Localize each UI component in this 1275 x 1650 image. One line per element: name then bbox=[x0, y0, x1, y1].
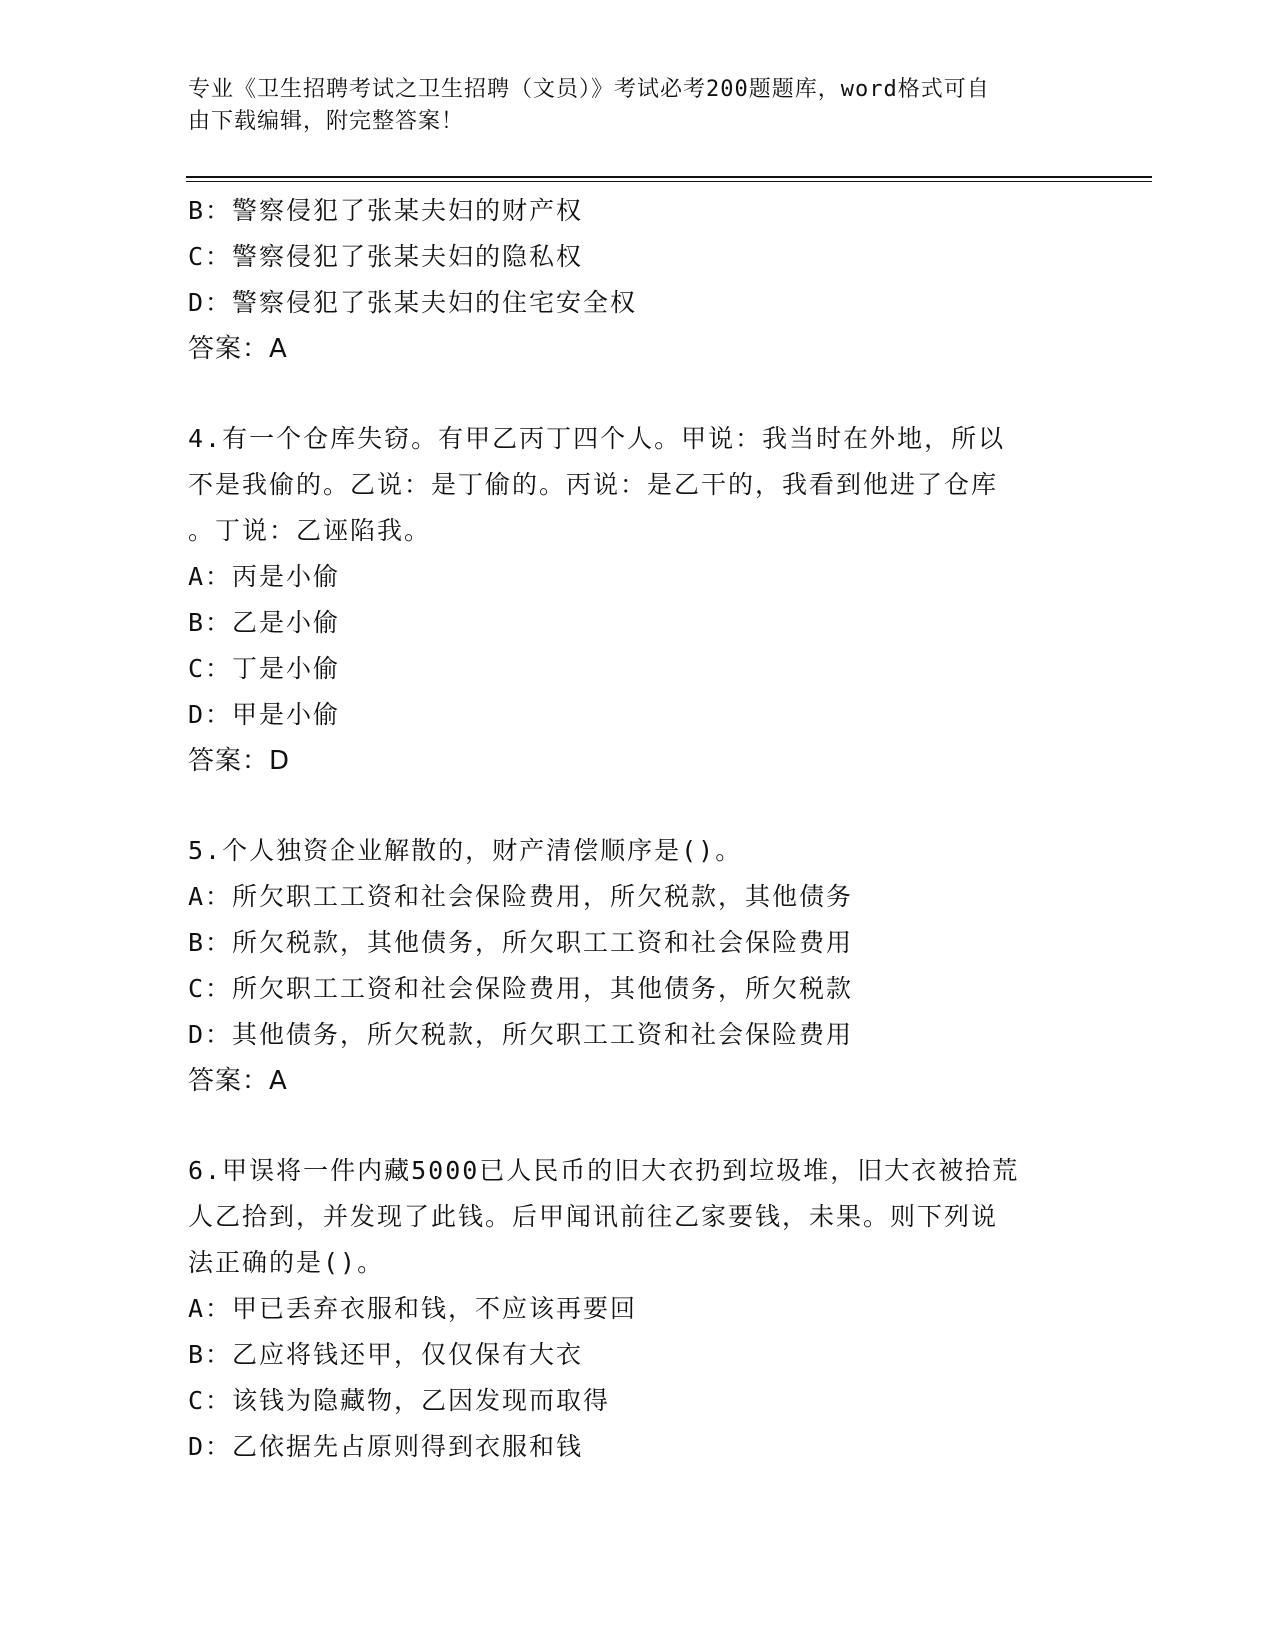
q5-stem-line-1: 5.个人独资企业解散的，财产清偿顺序是()。 bbox=[188, 836, 743, 865]
q5-answer: 答案：A bbox=[188, 1066, 288, 1096]
spacer bbox=[188, 1104, 1088, 1148]
q6-option-c: C：该钱为隐藏物，乙因发现而取得 bbox=[188, 1386, 611, 1415]
q5-option-b: B：所欠税款，其他债务，所欠职工工资和社会保险费用 bbox=[188, 928, 854, 957]
question-4 bbox=[188, 416, 1088, 784]
q4-option-a: A：丙是小偷 bbox=[188, 562, 341, 591]
q6-stem-line-1: 6.甲误将一件内藏5000已人民币的旧大衣扔到垃圾堆，旧大衣被拾荒 bbox=[188, 1156, 1020, 1185]
spacer bbox=[188, 372, 1088, 416]
header-line-1: 专业《卫生招聘考试之卫生招聘（文员）》考试必考200题题库，word格式可自 bbox=[188, 77, 990, 102]
q3-option-d: D：警察侵犯了张某夫妇的住宅安全权 bbox=[188, 288, 638, 317]
q6-option-a: A：甲已丢弃衣服和钱，不应该再要回 bbox=[188, 1294, 638, 1323]
q4-option-d: D：甲是小偷 bbox=[188, 700, 341, 729]
q4-option-c: C：丁是小偷 bbox=[188, 654, 341, 683]
question-5 bbox=[188, 828, 1088, 1104]
q6-stem-line-2: 人乙拾到，并发现了此钱。后甲闻讯前往乙家要钱，未果。则下列说 bbox=[188, 1202, 999, 1231]
header-rule-thin bbox=[186, 181, 1152, 182]
spacer bbox=[188, 784, 1088, 828]
q5-option-a: A：所欠职工工资和社会保险费用，所欠税款，其他债务 bbox=[188, 882, 854, 911]
q4-answer: 答案：D bbox=[188, 746, 291, 776]
question-list bbox=[188, 188, 1088, 1470]
q4-stem-line-2: 不是我偷的。乙说：是丁偷的。丙说：是乙干的，我看到他进了仓库 bbox=[188, 470, 999, 499]
q5-option-c: C：所欠职工工资和社会保险费用，其他债务，所欠税款 bbox=[188, 974, 854, 1003]
q3-answer: 答案：A bbox=[188, 334, 288, 364]
q3-option-b: B：警察侵犯了张某夫妇的财产权 bbox=[188, 196, 584, 225]
header-rule-thick bbox=[186, 176, 1152, 178]
q5-option-d: D：其他债务，所欠税款，所欠职工工资和社会保险费用 bbox=[188, 1020, 854, 1049]
q6-option-d: D：乙依据先占原则得到衣服和钱 bbox=[188, 1432, 584, 1461]
q3-option-c: C：警察侵犯了张某夫妇的隐私权 bbox=[188, 242, 584, 271]
q4-stem-line-1: 4.有一个仓库失窃。有甲乙丙丁四个人。甲说：我当时在外地，所以 bbox=[188, 424, 1006, 453]
q6-stem-line-3: 法正确的是()。 bbox=[188, 1248, 385, 1277]
question-3 bbox=[188, 188, 1088, 372]
q4-option-b: B：乙是小偷 bbox=[188, 608, 341, 637]
q6-option-b: B：乙应将钱还甲，仅仅保有大衣 bbox=[188, 1340, 584, 1369]
q4-stem-line-3: 。丁说：乙诬陷我。 bbox=[188, 516, 432, 545]
document-header bbox=[188, 74, 1068, 138]
question-6 bbox=[188, 1148, 1088, 1470]
header-line-2: 由下载编辑，附完整答案！ bbox=[188, 109, 465, 134]
